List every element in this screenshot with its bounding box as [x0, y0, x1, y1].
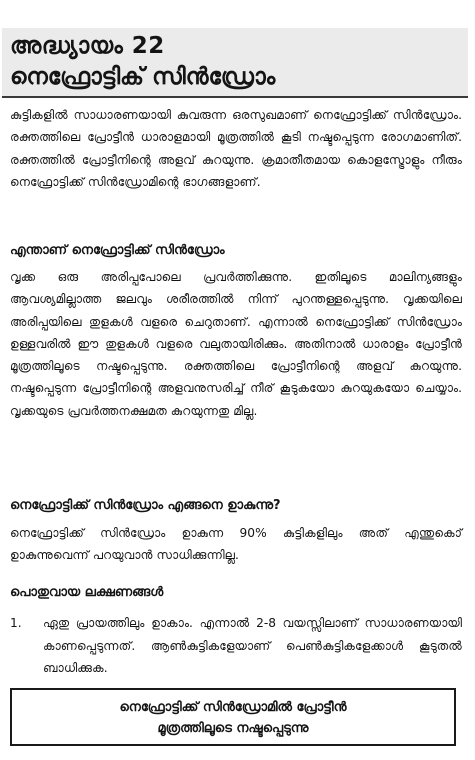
callout-text: [12, 697, 454, 739]
section-heading-symptoms: പൊതുവായ ലക്ഷണങ്ങൾ: [10, 585, 164, 600]
callout-line-2: മൂത്രത്തിലൂടെ നഷ്ടപ്പെടുന്നു: [157, 721, 309, 736]
section-body-what-is: വൃക്ക ഒരു അരിപ്പപോലെ പ്രവർത്തിക്കുന്നു. ഇതിലൂടെ മാലിന്യങ്ങളും ആവശ്യമില്ലാത്ത ജലവും ശരീരത്തിൽ നിന്ന് പുറന്തള്ളപ്പെടുന്നു. വൃക്കയിലെ അരിപ്പയിലെ തുളകൾ വളരെ ചെറുതാണ്. എന്നാൽ നെഫ്രോട്ടിക്ക് സിൻഡ്രോം ഉള്ളവരിൽ ഈ തുളകൾ വളരെ വലുതായിരിക്കും. അതിനാൽ ധാരാളം പ്രോട്ടീൻ മൂത്രത്തിലൂടെ നഷ്ടപ്പെടുന്നു. രക്തത്തിലെ പ്രോട്ടീനിന്റെ അളവ് കുറയുന്നു. നഷ്ടപ്പെടുന്ന പ്രോട്ടീനിന്റെ അളവനുസരിച്ച് നീര് കൂടുകയോ കുറയുകയോ ചെയ്യാം. വൃക്കയുടെ പ്രവർത്തനക്ഷമത കുറയുന്നതു മില്ല.: [10, 270, 462, 418]
callout-line-1: നെഫ്രോട്ടിക്ക് സിൻഡ്രോമിൽ പ്രോട്ടീൻ: [119, 700, 347, 715]
chapter-title: നെഫ്രോട്ടിക് സിൻഡ്രോം: [10, 64, 276, 90]
callout-box: [10, 688, 456, 746]
list-item-number: 1.: [10, 616, 22, 630]
list-item-text: ഏതു പ്രായത്തിലും ഉാകാം. എന്നാൽ 2-8 വയസ്സിലാണ് സാധാരണയായി കാണപ്പെടുന്നത്. ആൺകുട്ടികളേയാണ് പെൺകുട്ടികളേക്കാൾ കൂടുതൽ ബാധിക്കുക.: [43, 616, 462, 675]
section-heading-what-is: എന്താണ് നെഫ്രോട്ടിക്ക് സിൻഡ്രോം: [10, 243, 225, 258]
section-body-how-caused: നെഫ്രോട്ടിക്ക് സിൻഡ്രോം ഉാകുന്ന 90% കുട്ടികളിലും അത് എന്തുകൊ് ഉാകുന്നുവെന്ന് പറയുവാൻ സാധിക്കുന്നില്ല.: [10, 526, 462, 563]
intro-paragraph: കുട്ടികളിൽ സാധാരണയായി കുവരുന്ന ഒരസുഖമാണ് നെഫ്രോട്ടിക്ക് സിൻഡ്രോം. രക്തത്തിലെ പ്രോട്ടീൻ ധാരാളമായി മൂത്രത്തിൽ കൂടി നഷ്ടപ്പെടുന്ന രോഗമാണിത്. രക്തത്തിൽ പ്രോട്ടീനിന്റെ അളവ് കുറയുന്നു. ക്രമാതീതമായ കൊളസ്ട്രോളും നീരും നെഫ്രോട്ടിക്ക് സിൻഡ്രോമിന്റെ ഭാഗങ്ങളാണ്.: [10, 108, 462, 189]
chapter-number: അദ്ധ്യായം 22: [10, 33, 165, 59]
section-heading-how-caused: നെഫ്രോട്ടിക്ക് സിൻഡ്രോം എങ്ങനെ ഉാകുന്നു?: [10, 498, 281, 513]
